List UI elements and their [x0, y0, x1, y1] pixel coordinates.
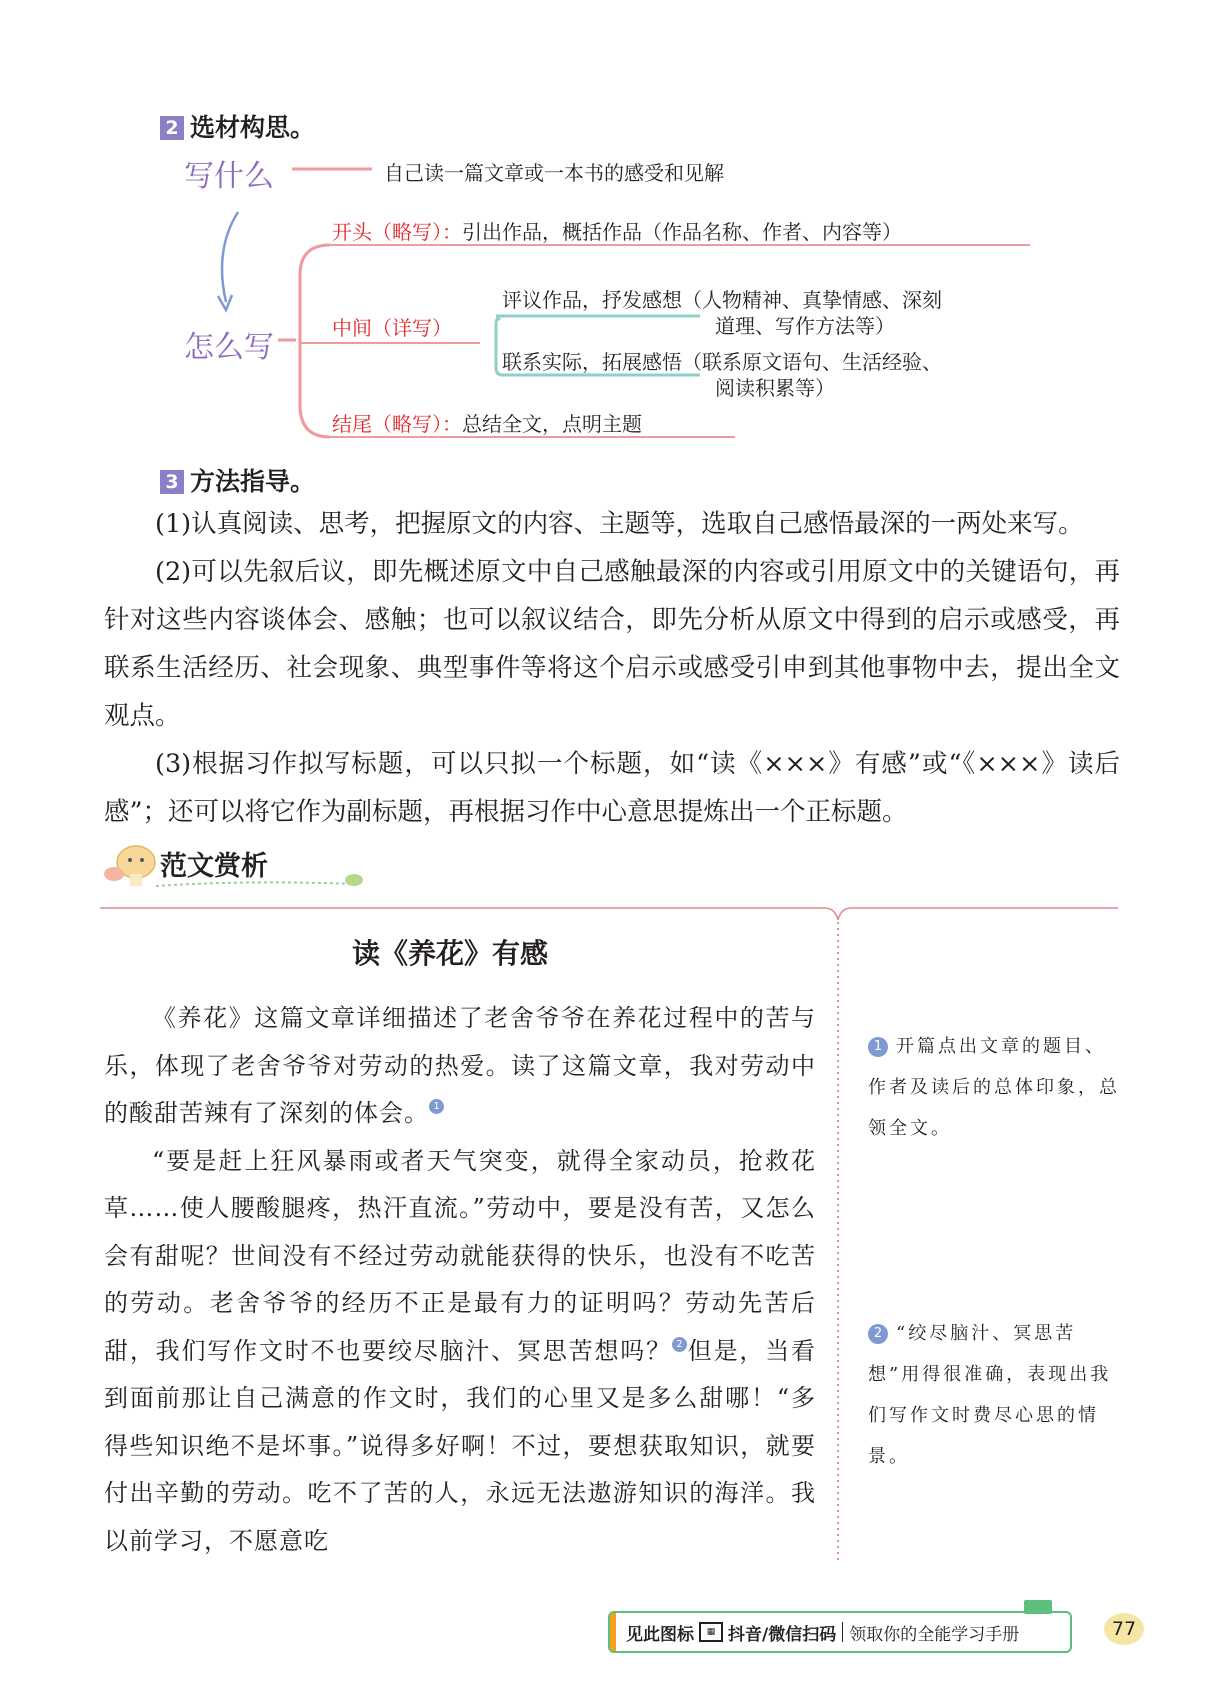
section-3-heading [160, 462, 315, 498]
footer-text: 领取你的全能学习手册 [849, 1624, 1020, 1645]
branch-brace [300, 245, 330, 437]
ending-text: 总结全文，点明主题 [462, 412, 642, 436]
model-essay-title-label: 范文赏析 [160, 851, 268, 882]
annotation-marker: 1 [868, 1037, 888, 1057]
section-number-badge: 3 [160, 470, 184, 494]
annotation-marker: 1 [429, 1099, 444, 1114]
scan-icon: ▦ [699, 1622, 723, 1642]
opening-label: 开头（略写）： [332, 220, 462, 244]
middle-item-1-cont: 道理、写作方法等） [715, 314, 895, 338]
mind-map [0, 0, 1224, 460]
model-essay-heading [96, 840, 396, 892]
down-arrow-icon [222, 212, 238, 302]
how-label: 怎么写 [184, 330, 274, 365]
opening-branch [332, 216, 902, 245]
side-note-1: 1 开篇点出文章的题目、作者及读后的总体印象，总领全文。 [868, 1036, 1120, 1139]
method-paragraph: (3)根据习作拟写标题，可以只拟一个标题，如“读《×××》有感”或“《×××》读后感”；还可以将它作为副标题，再根据习作中心意思提炼出一个正标题。 [104, 749, 1120, 827]
page-number: 77 [1104, 1613, 1144, 1645]
section-title: 方法指导。 [190, 467, 316, 496]
essay-title: 读《养花》有感 [352, 937, 549, 970]
section-number-badge: 2 [160, 116, 184, 140]
book-icon [1024, 1600, 1052, 1614]
method-paragraph: (2)可以先叙后议，即先概述原文中自己感触最深的内容或引用原文中的关键语句，再针对这些内容谈体会、感触；也可以叙议结合，即先分析从原文中得到的启示或感受，再联系生活经历、社会现象、典型事件等将这个启示或感受引申到其他事物中去，提出全文观点。 [104, 557, 1120, 731]
essay-paragraph: 《养花》这篇文章详细描述了老舍爷爷在养花过程中的苦与乐，体现了老舍爷爷对劳动的热爱。读了这篇文章，我对劳动中的酸甜苦辣有了深刻的体会。 1 [104, 1004, 816, 1127]
side-note-2: 2 “绞尽脑汁、冥思苦想”用得很准确，表现出我们写作文时费尽心思的情景。 [868, 1323, 1112, 1467]
middle-item-1: 评议作品，抒发感想（人物精神、真挚情感、深刻 [502, 288, 942, 312]
method-guidance [104, 500, 1120, 836]
middle-item-2: 联系实际，拓展感悟（联系原文语句、生活经验、 [502, 350, 942, 374]
ending-label: 结尾（略写）： [332, 412, 462, 436]
footer-promo-bar[interactable] [608, 1611, 1072, 1653]
footer-text: 抖音/微信扫码 [728, 1624, 837, 1645]
section-title: 选材构思。 [190, 113, 316, 142]
annotation-marker: 2 [672, 1337, 687, 1352]
footer-text: 见此图标 [626, 1624, 694, 1645]
opening-text: 引出作品，概括作品（作品名称、作者、内容等） [462, 220, 902, 244]
middle-item-2-cont: 阅读积累等） [715, 376, 835, 400]
accent-stripe [610, 1613, 616, 1651]
annotation-marker: 2 [868, 1324, 888, 1344]
essay-paragraph: “要是赶上狂风暴雨或者天气突变，就得全家动员，抢救花草……使人腰酸腿疼，热汗直流。”劳动中，要是没有苦，又怎么会有甜呢？世间没有不经过劳动就能获得的快乐，也没有不吃苦的劳动。老舍爷爷的经历不正是最有力的证明吗？劳动先苦后甜，我们写作文时不也要绞尽脑汁、冥思苦想吗？ 2 但是，当看到面前那让自己满意的作文时，我们的心里又是多么甜哪！“多得些知识绝不是坏事。”说得多好啊！不过，要想获取知识，就要付出辛勤的劳动。吃不了苦的人，永远无法遨游知识的海洋。我以前学习，不愿意吃 [104, 1146, 817, 1555]
what-text: 自己读一篇文章或一本书的感受和见解 [384, 161, 724, 185]
method-paragraph: (1)认真阅读、思考，把握原文的内容、主题等，选取自己感悟最深的一两处来写。 [155, 509, 1084, 539]
middle-label: 中间（详写） [332, 316, 452, 340]
essay-body [104, 995, 816, 1565]
ending-branch [332, 408, 642, 437]
what-label: 写什么 [184, 159, 274, 194]
